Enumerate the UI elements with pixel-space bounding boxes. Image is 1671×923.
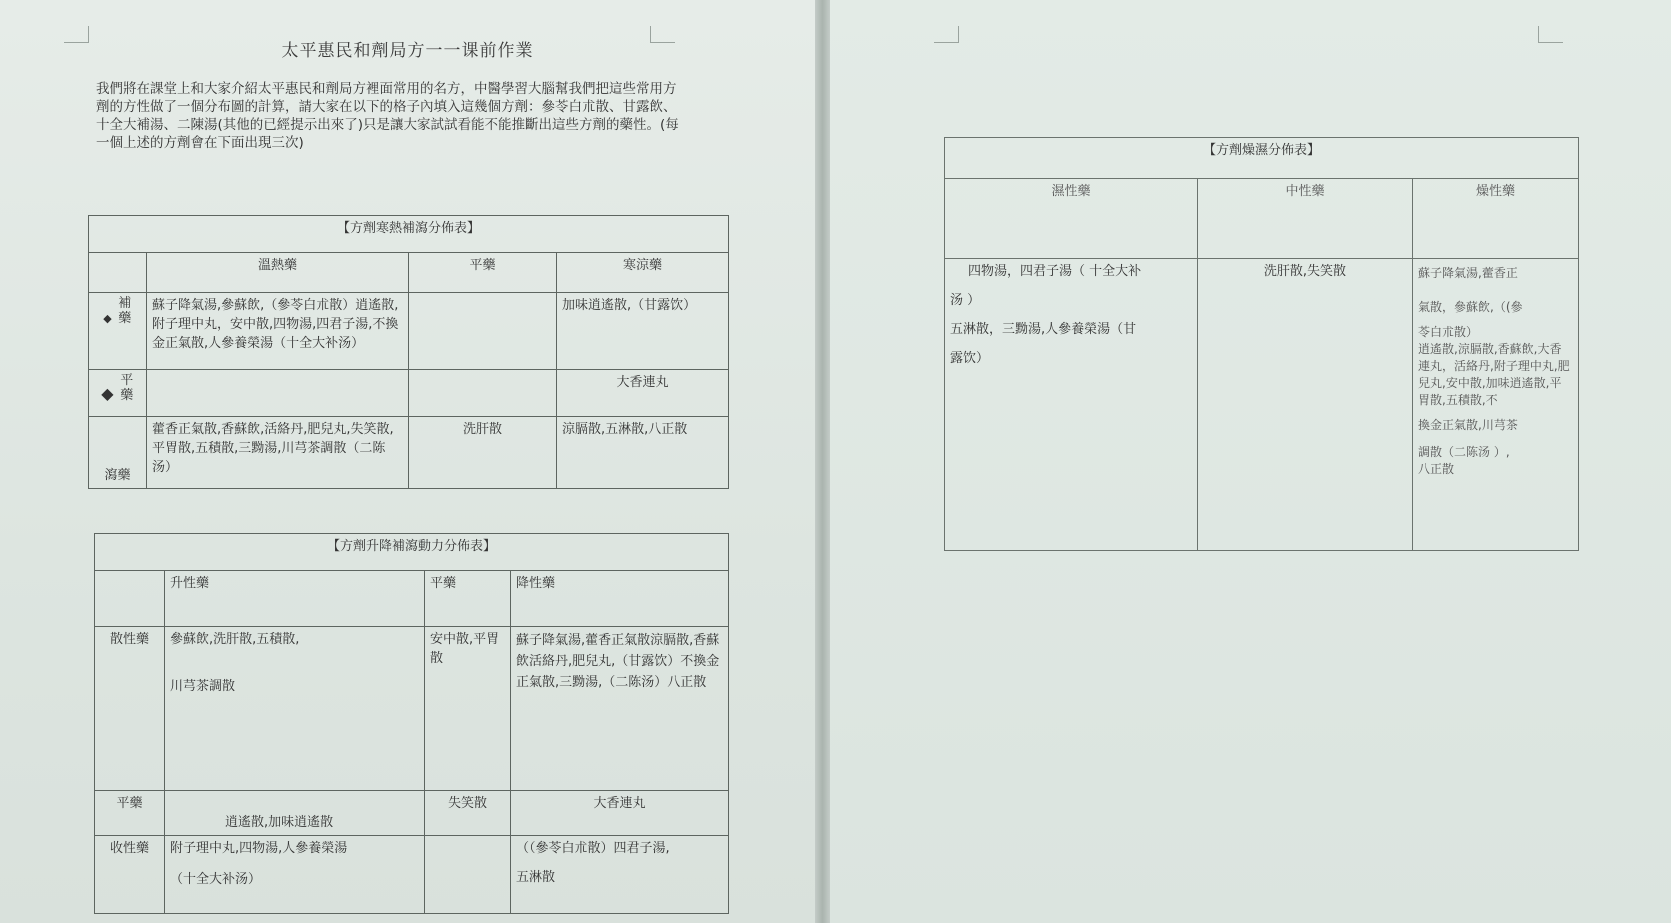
crop-mark <box>934 26 959 43</box>
table-cell <box>945 259 1198 551</box>
table-cell: 安中散,平胃散 <box>425 627 511 791</box>
cold-heat-tonify-purge-table <box>88 215 729 489</box>
cell-line: 汤 ） <box>950 293 981 308</box>
row-label-neutral: 平藥 <box>95 791 165 836</box>
column-header-descend: 降性藥 <box>511 571 729 627</box>
page-title: 太平惠民和劑局方一一课前作業 <box>281 41 534 61</box>
cell-line: （（參苓白朮散）四君子湯, <box>516 841 670 856</box>
cell-line: 氣散，參蘇飲,（(參 <box>1418 300 1523 314</box>
column-header-damp: 濕性藥 <box>945 179 1198 259</box>
column-header-neutral: 平藥 <box>409 253 557 293</box>
table-cell: 失笑散 <box>425 791 511 836</box>
table-cell: 藿香正氣散,香蘇飲,活絡丹,肥兒丸,失笑散,平胃散,五積散,三黝湯,川芎茶調散（二陈汤） <box>147 417 409 489</box>
column-header-neutral: 平藥 <box>425 571 511 627</box>
cell-line: 八正散 <box>1418 462 1455 476</box>
table-cell: 涼膈散,五淋散,八正散 <box>557 417 729 489</box>
table-cell <box>409 370 557 417</box>
cell-line: 調散（二陈汤 ）, <box>1418 445 1510 459</box>
row-label-text: 平藥 <box>120 373 134 403</box>
table-cell <box>425 836 511 914</box>
table-cell: 大香連丸 <box>511 791 729 836</box>
cell-line: 換金正氣散,川芎茶 <box>1418 418 1518 432</box>
page-gutter <box>815 0 830 923</box>
column-header-cold: 寒涼藥 <box>557 253 729 293</box>
cell-line: 川芎茶調散 <box>170 679 236 694</box>
table-caption: 【方劑燥濕分佈表】 <box>945 138 1579 179</box>
table-cell: 加味逍遙散,（甘露饮） <box>557 293 729 370</box>
row-label-neutral <box>89 370 147 417</box>
intro-paragraph: 我們將在課堂上和大家介紹太平惠民和劑局方裡面常用的名方，中醫學習大腦幫我們把這些常用方劑的方性做了一個分布圖的計算，請大家在以下的格子內填入這幾個方劑：參苓白朮散、甘露飲、十全大補湯、二陳湯(其他的已經提示出來了)只是讓大家試試看能不能推斷出這些方劑的藥性。(每一個上述的方劑會在下面出現三次) <box>96 81 679 151</box>
cell-line: 露饮） <box>950 351 990 366</box>
row-label-tonify <box>89 293 147 370</box>
ascend-descend-dynamics-table <box>94 533 729 914</box>
cell-line: 附子理中丸,四物湯,人參養榮湯 <box>170 841 348 856</box>
column-header-warm: 溫熱藥 <box>147 253 409 293</box>
column-header-neutral: 中性藥 <box>1198 179 1413 259</box>
table-cell: 逍遙散,加味逍遙散 <box>165 791 425 836</box>
table-caption: 【方劑升降補瀉動力分佈表】 <box>95 534 729 571</box>
cell-line: 逍遙散,涼膈散,香蘇飲,大香連丸，活絡丹,附子理中丸,肥兒丸,安中散,加味逍遙散,平胃散,五積散,不 <box>1418 342 1570 407</box>
table-cell <box>147 370 409 417</box>
column-header-ascend: 升性藥 <box>165 571 425 627</box>
diamond-bullet-icon: ◆ <box>101 384 114 403</box>
row-label-text: 補藥 <box>118 296 132 326</box>
table-cell: 大香連丸 <box>557 370 729 417</box>
cell-line: 苓白朮散） <box>1418 325 1479 339</box>
row-label-purge <box>89 417 147 489</box>
diamond-bullet-icon: ◆ <box>103 312 112 325</box>
corner-cell <box>89 253 147 293</box>
cell-line: 五淋散，三黝湯,人參養榮湯（甘 <box>950 322 1137 337</box>
table-cell <box>511 836 729 914</box>
column-header-dry: 燥性藥 <box>1413 179 1579 259</box>
table-cell <box>1413 259 1579 551</box>
table-cell: 蘇子降氣湯,參蘇飲,（參苓白朮散）逍遙散,附子理中丸，安中散,四物湯,四君子湯,不換金正氣散,人參養榮湯（十全大补汤） <box>147 293 409 370</box>
table-cell: 洗肝散 <box>409 417 557 489</box>
cell-line: （十全大补汤） <box>170 872 262 887</box>
table-cell <box>165 836 425 914</box>
cell-line: 參蘇飲,洗肝散,五積散, <box>170 632 300 647</box>
crop-mark <box>1538 26 1563 43</box>
corner-cell <box>95 571 165 627</box>
cell-line: 四物湯，四君子湯（ 十全大补 <box>968 264 1142 279</box>
document-page-left <box>0 0 815 923</box>
cell-line: 蘇子降氣湯,藿香正 <box>1418 266 1518 280</box>
table-cell: 蘇子降氣湯,藿香正氣散涼膈散,香蘇飲活絡丹,肥兒丸,（甘露饮）不換金正氣散,三黝湯,（二陈汤）八正散 <box>511 627 729 791</box>
cell-line: 五淋散 <box>516 870 556 885</box>
table-cell: 洗肝散,失笑散 <box>1198 259 1413 551</box>
table-cell <box>165 627 425 791</box>
row-label-astringing: 收性藥 <box>95 836 165 914</box>
row-label-dispersing: 散性藥 <box>95 627 165 791</box>
table-cell <box>409 293 557 370</box>
table-caption: 【方劑寒熱補瀉分佈表】 <box>89 216 729 253</box>
row-label-text: 瀉藥 <box>104 468 131 483</box>
dry-damp-distribution-table <box>944 137 1579 551</box>
